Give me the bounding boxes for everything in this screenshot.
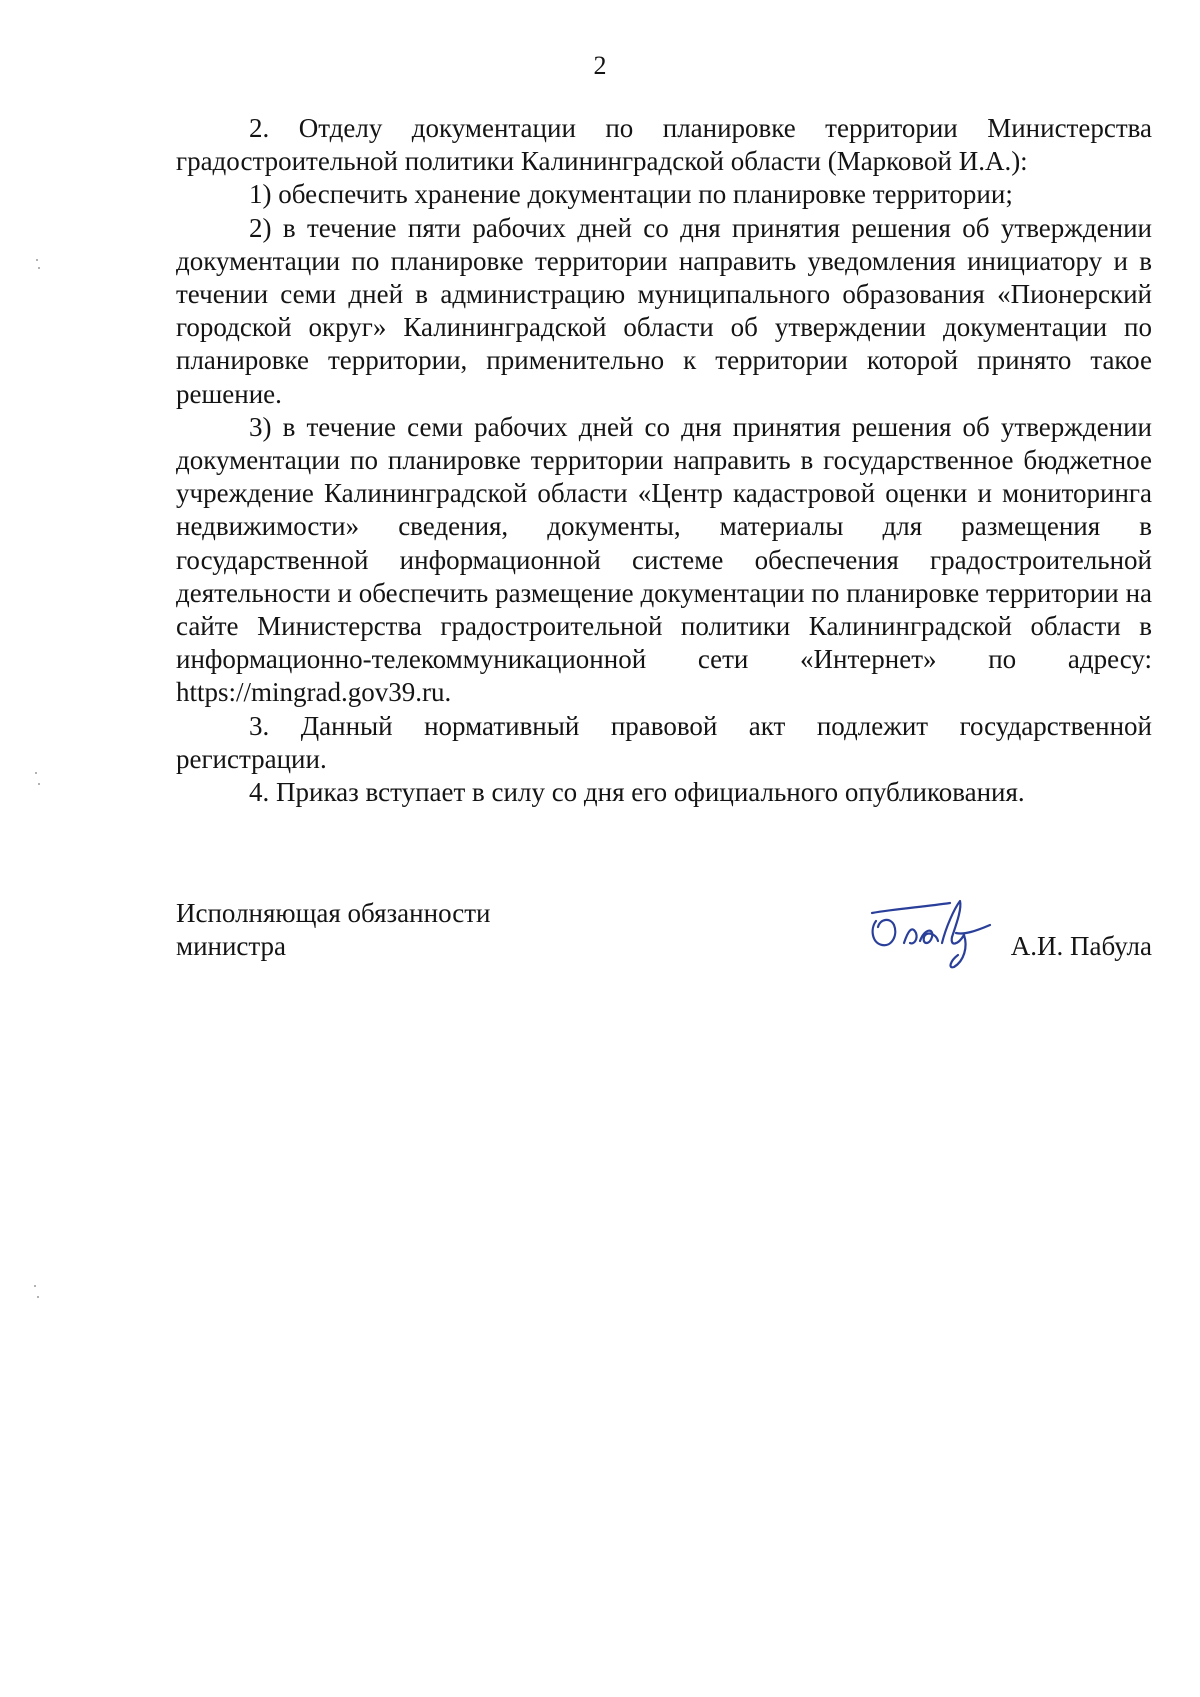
- signature-strokes: [872, 901, 990, 967]
- signature-block: [176, 897, 1152, 987]
- scan-speck: [35, 772, 37, 774]
- scan-speck: [36, 259, 38, 261]
- scan-speck: [38, 267, 40, 269]
- signatory-name: А.И. Пабула: [1010, 931, 1152, 961]
- signatory-title: [176, 897, 490, 963]
- handwritten-signature: [864, 891, 1004, 973]
- page-number: 2: [593, 51, 607, 80]
- signatory-title-line-2: министра: [176, 931, 287, 962]
- scan-speck: [34, 1285, 36, 1287]
- paragraph-item-2: 2. Отделу документации по планировке территории Министерства градостроительной политики Калининградской области (Марковой И.А.):: [176, 113, 1152, 177]
- paragraph-subitem-1: 1) обеспечить хранение документации по планировке территории;: [249, 179, 1013, 210]
- signatory-title-line-1: Исполняющая обязанности: [176, 898, 491, 928]
- document-body: [176, 112, 1152, 809]
- paragraph-item-4: 4. Приказ вступает в силу со дня его официального опубликования.: [249, 777, 1025, 808]
- paragraph-item-3: 3. Данный нормативный правовой акт подлежит государственной регистрации.: [176, 710, 1152, 774]
- scan-speck: [37, 1296, 39, 1298]
- paragraph-subitem-3: 3) в течение семи рабочих дней со дня принятия решения об утверждении документации по планировке территории направить в государственное бюджетное учреждение Калининградской области «Центр кадастровой оценки и мониторинга недвижимости» сведения, документы, материалы для размещения в государственной информационной системе обеспечения градостроительной деятельности и обеспечить размещение документации по планировке территории на сайте Министерства градостроительной политики Калининградской области в информационно-телекоммуникационной сети «Интернет» по адресу: https://mingrad.gov39.ru.: [176, 411, 1152, 708]
- paragraph-subitem-2: 2) в течение пяти рабочих дней со дня принятия решения об утверждении документации по планировке территории направить уведомления инициатору и в течении семи дней в администрацию муниципального образования «Пионерский городской округ» Калининградской области об утверждении документации по планировке территории, применительно к территории которой принято такое решение.: [176, 212, 1152, 409]
- scan-speck: [38, 783, 40, 785]
